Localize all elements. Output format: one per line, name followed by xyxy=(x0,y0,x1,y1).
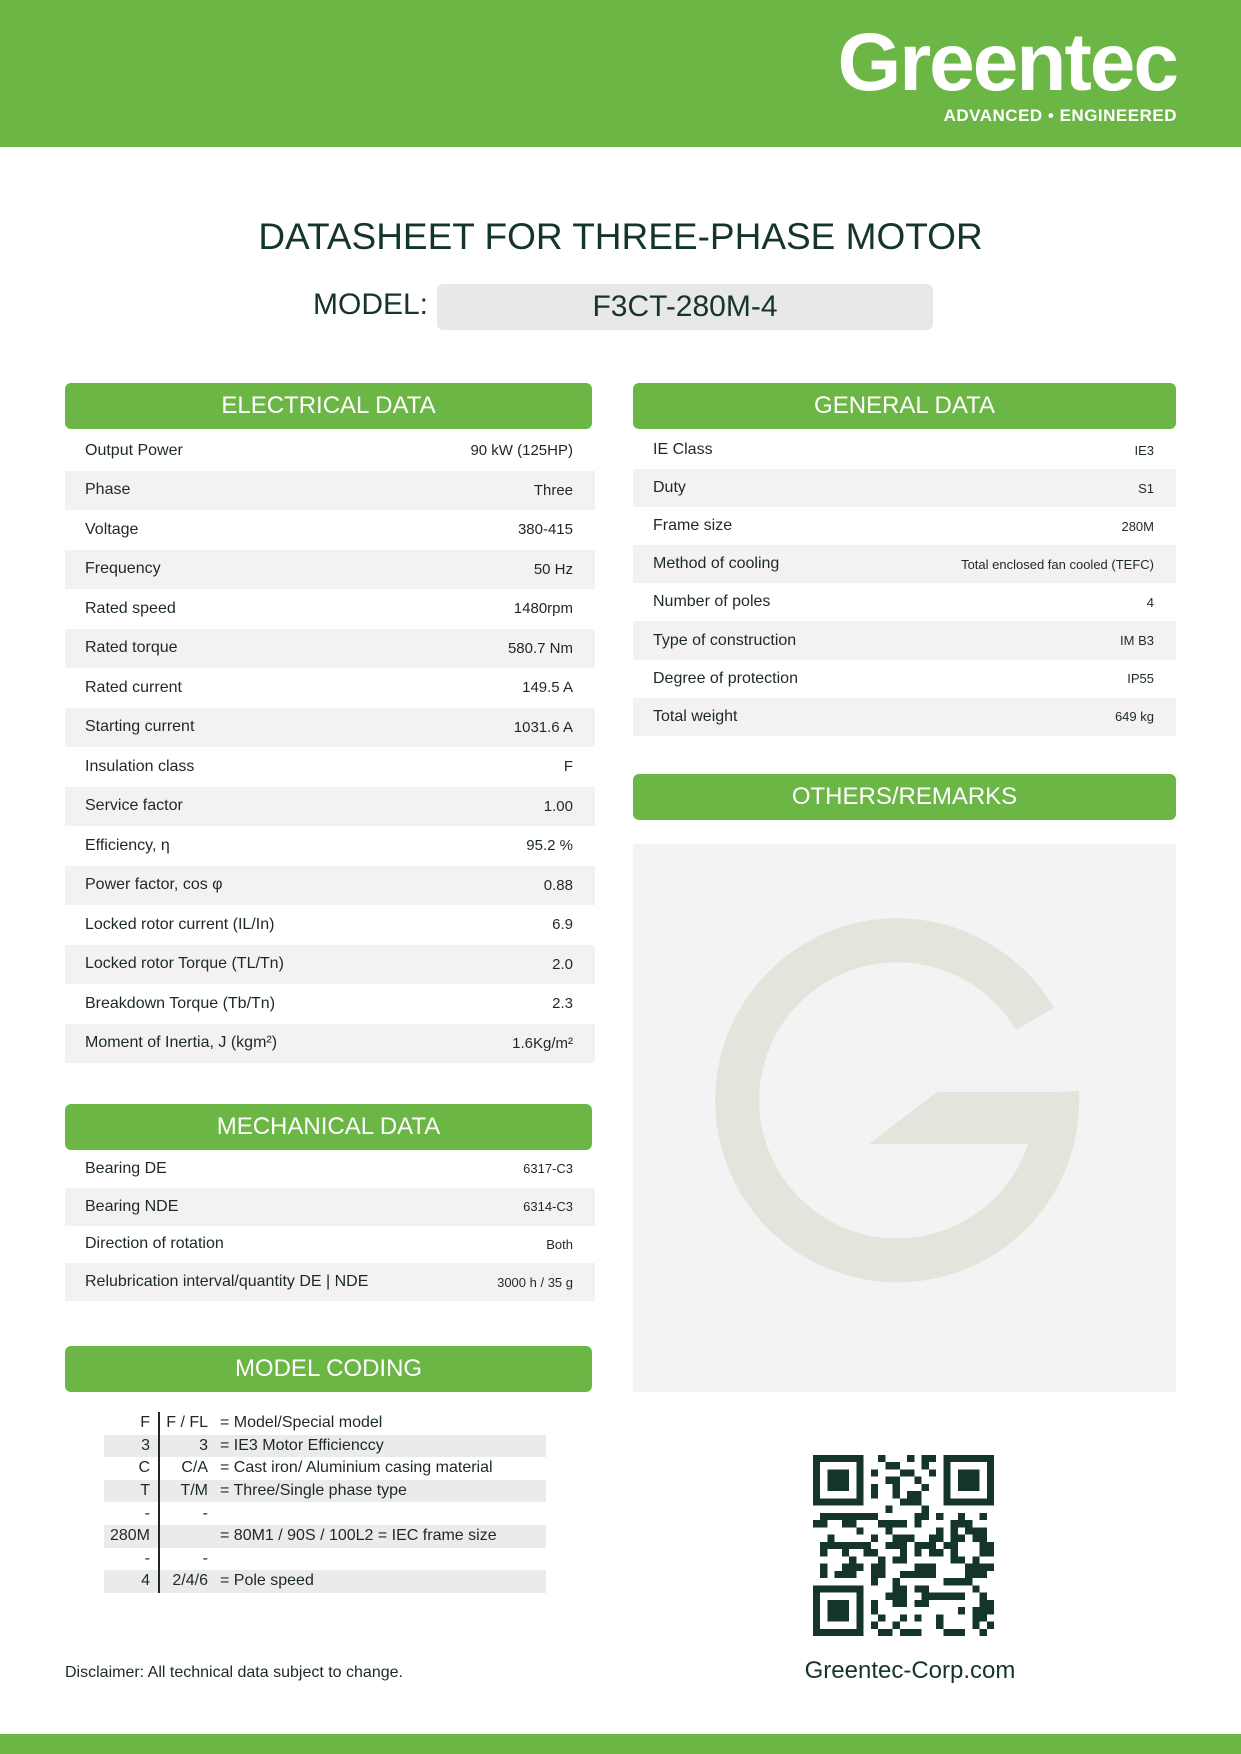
table-row xyxy=(65,826,595,866)
coding-cell: - xyxy=(158,1502,220,1525)
row-label: Moment of Inertia, J (kgm²) xyxy=(85,1034,278,1052)
row-label: Efficiency, η xyxy=(85,836,170,854)
coding-cell: 2/4/6 xyxy=(158,1570,220,1593)
coding-cell: - xyxy=(144,1549,150,1567)
logo-name: Greentec xyxy=(837,17,1177,108)
table-row xyxy=(65,1226,595,1264)
coding-cell: = Pole speed xyxy=(220,1572,314,1590)
logo-tagline: ADVANCED • ENGINEERED xyxy=(943,106,1177,125)
coding-cell: T/M xyxy=(158,1480,220,1503)
coding-row xyxy=(104,1548,546,1571)
row-value: 4 xyxy=(1146,594,1154,610)
website-link[interactable]: Greentec-Corp.com xyxy=(804,1657,1016,1684)
table-row xyxy=(65,668,595,708)
row-label: Service factor xyxy=(85,797,183,815)
row-value: Both xyxy=(546,1236,573,1252)
row-value: 90 kW (125HP) xyxy=(470,442,573,460)
row-label: Type of construction xyxy=(653,631,797,649)
row-label: Direction of rotation xyxy=(85,1235,224,1253)
qr-code-icon[interactable] xyxy=(813,1455,994,1636)
row-value: 580.7 Nm xyxy=(507,639,573,657)
coding-row xyxy=(104,1457,546,1480)
mechanical-data-header: MECHANICAL DATA xyxy=(65,1104,592,1150)
row-label: Number of poles xyxy=(653,593,771,611)
greentec-logo xyxy=(837,17,1177,126)
model-value: F3CT-280M-4 xyxy=(437,284,933,330)
row-value: 380-415 xyxy=(517,521,573,539)
table-row xyxy=(65,1024,595,1064)
row-value: 50 Hz xyxy=(533,560,573,578)
row-label: Relubrication interval/quantity DE | NDE xyxy=(85,1273,369,1291)
row-label: IE Class xyxy=(653,441,713,459)
table-row xyxy=(65,945,595,985)
row-value: 2.3 xyxy=(552,995,573,1013)
table-row xyxy=(65,787,595,827)
row-label: Duty xyxy=(653,479,686,497)
coding-cell: C/A xyxy=(158,1457,220,1480)
row-value: 6314-C3 xyxy=(523,1199,573,1215)
row-label: Frame size xyxy=(653,517,733,535)
row-value: IE3 xyxy=(1134,442,1154,458)
row-label: Locked rotor current (IL/In) xyxy=(85,915,275,933)
coding-cell: 3 xyxy=(158,1435,220,1458)
model-label: MODEL: xyxy=(313,288,429,321)
table-row xyxy=(633,621,1176,659)
table-row xyxy=(65,471,595,511)
row-value: IM B3 xyxy=(1120,633,1154,649)
table-row xyxy=(633,431,1176,469)
coding-cell: - xyxy=(158,1548,220,1571)
coding-cell: 4 xyxy=(141,1572,150,1590)
table-row xyxy=(65,984,595,1024)
g-watermark-icon xyxy=(633,844,1176,1392)
row-value: 649 kg xyxy=(1114,709,1154,725)
table-row xyxy=(633,660,1176,698)
row-value: 1480rpm xyxy=(513,600,573,618)
row-label: Locked rotor Torque (TL/Tn) xyxy=(85,955,284,973)
row-label: Power factor, cos φ xyxy=(85,876,223,894)
remarks-header: OTHERS/REMARKS xyxy=(633,774,1176,820)
row-label: Degree of protection xyxy=(653,669,798,687)
row-value: Three xyxy=(533,481,573,499)
table-row xyxy=(65,629,595,669)
coding-cell: F / FL xyxy=(158,1412,220,1435)
table-row xyxy=(65,1263,595,1301)
row-label: Voltage xyxy=(85,520,139,538)
coding-row xyxy=(104,1525,546,1548)
row-value: 1.00 xyxy=(543,797,573,815)
table-row xyxy=(65,1188,595,1226)
disclaimer: Disclaimer: All technical data subject to change. xyxy=(65,1664,403,1681)
coding-cell: = 80M1 / 90S / 100L2 = IEC frame size xyxy=(220,1527,497,1545)
coding-row xyxy=(104,1412,546,1435)
row-label: Rated torque xyxy=(85,639,178,657)
mechanical-data-table xyxy=(65,1150,595,1301)
row-value: 6.9 xyxy=(552,916,573,934)
table-row xyxy=(633,469,1176,507)
coding-row xyxy=(104,1435,546,1458)
row-value: 6317-C3 xyxy=(523,1161,573,1177)
coding-row xyxy=(104,1570,546,1593)
row-value: Total enclosed fan cooled (TEFC) xyxy=(961,556,1154,572)
coding-cell: = Cast iron/ Aluminium casing material xyxy=(220,1459,493,1477)
row-label: Breakdown Torque (Tb/Tn) xyxy=(85,994,276,1012)
coding-cell: C xyxy=(138,1459,150,1477)
coding-cell: 3 xyxy=(141,1436,150,1454)
table-row xyxy=(65,905,595,945)
row-label: Insulation class xyxy=(85,757,195,775)
model-coding-table xyxy=(104,1412,546,1593)
row-value: S1 xyxy=(1138,480,1154,496)
header-bar xyxy=(0,0,1241,147)
row-value: F xyxy=(563,758,573,776)
row-value: 95.2 % xyxy=(526,837,573,855)
table-row xyxy=(633,583,1176,621)
row-label: Method of cooling xyxy=(653,555,780,573)
coding-cell: = Model/Special model xyxy=(220,1414,383,1432)
coding-cell: = Three/Single phase type xyxy=(220,1482,407,1500)
row-label: Starting current xyxy=(85,718,195,736)
row-label: Phase xyxy=(85,481,131,499)
coding-row xyxy=(104,1480,546,1503)
table-row xyxy=(65,589,595,629)
table-row xyxy=(65,747,595,787)
coding-cell xyxy=(158,1525,220,1548)
row-value: 280M xyxy=(1121,518,1154,534)
coding-cell: 280M xyxy=(109,1527,150,1545)
coding-cell: F xyxy=(140,1414,150,1432)
model-coding-header: MODEL CODING xyxy=(65,1346,592,1392)
row-value: 1031.6 A xyxy=(513,718,573,736)
table-row xyxy=(633,545,1176,583)
table-row xyxy=(65,866,595,906)
remarks-box xyxy=(633,844,1176,1392)
row-label: Rated current xyxy=(85,678,182,696)
table-row xyxy=(633,507,1176,545)
row-value: 3000 h / 35 g xyxy=(497,1274,573,1290)
row-label: Bearing NDE xyxy=(85,1197,179,1215)
table-row xyxy=(65,708,595,748)
footer-bar xyxy=(0,1734,1241,1754)
row-value: 1.6Kg/m² xyxy=(512,1034,573,1052)
table-row xyxy=(65,1150,595,1188)
table-row xyxy=(65,431,595,471)
row-value: 149.5 A xyxy=(522,679,573,697)
page-title: DATASHEET FOR THREE-PHASE MOTOR xyxy=(258,216,983,257)
coding-cell: T xyxy=(140,1482,150,1500)
row-label: Frequency xyxy=(85,560,161,578)
row-label: Output Power xyxy=(85,441,183,459)
row-label: Bearing DE xyxy=(85,1159,167,1177)
row-value: 0.88 xyxy=(543,876,573,894)
electrical-data-header: ELECTRICAL DATA xyxy=(65,383,592,429)
row-label: Total weight xyxy=(653,707,738,725)
table-row xyxy=(65,550,595,590)
electrical-data-table xyxy=(65,431,595,1063)
row-value: 2.0 xyxy=(552,955,573,973)
general-data-table xyxy=(633,431,1176,736)
coding-row xyxy=(104,1502,546,1525)
coding-cell: = IE3 Motor Efficienccy xyxy=(220,1436,384,1454)
row-value: IP55 xyxy=(1127,671,1154,687)
table-row xyxy=(633,698,1176,736)
row-label: Rated speed xyxy=(85,599,176,617)
coding-cell: - xyxy=(144,1504,150,1522)
table-row xyxy=(65,510,595,550)
general-data-header: GENERAL DATA xyxy=(633,383,1176,429)
